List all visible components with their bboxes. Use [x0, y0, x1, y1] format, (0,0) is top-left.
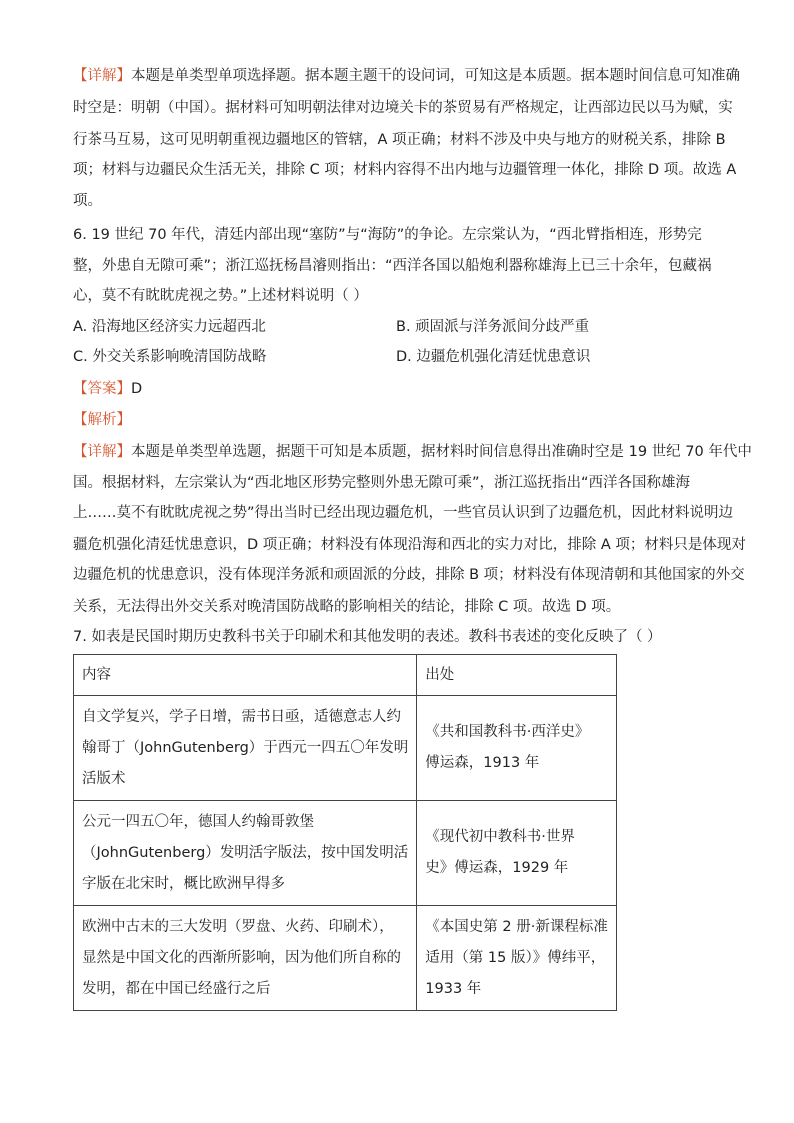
header-content: 内容 [74, 655, 417, 696]
prev-explanation-line-1: 【详解】本题是单类型单项选择题。据本题主题干的设问词，可知这是本质题。据本题时间信息可知准确 [73, 68, 740, 84]
q6-detail-line-4: 疆危机强化清廷忧患意识，D 项正确；材料没有体现沿海和西北的实力对比，排除 A 项；材料只是体现对 [73, 537, 746, 553]
detail-tag: 【详解】 [73, 68, 131, 84]
answer-value: D [131, 381, 143, 397]
q6-stem-line-3: 心，莫不有眈眈虎视之势。”上述材料说明（ ） [73, 288, 368, 304]
q6-detail-line-2: 国。根据材料，左宗棠认为“西北地区形势完整则外患无隙可乘”，浙江巡抚指出“西洋各国称雄海 [73, 475, 691, 491]
q6-analysis-heading [73, 410, 131, 430]
q6-detail-line-5: 边疆危机的忧患意识，没有体现洋务派和顽固派的分歧，排除 B 项；材料没有体现清朝和其他国家的外交 [73, 567, 745, 583]
prev-explanation-line-3: 行茶马互易，这可见明朝重视边疆地区的管辖，A 项正确；材料不涉及中央与地方的财税关系，排除 B [73, 132, 726, 148]
row3-content: 欧洲中古末的三大发明（罗盘、火药、印刷术）， 显然是中国文化的西渐所影响，因为他们所自称的 发明，都在中国已经盛行之后 [74, 906, 417, 1011]
q6-detail-line-3: 上……莫不有眈眈虎视之势”得出当时已经出现边疆危机，一些官员认识到了边疆危机，因此材料说明边 [73, 505, 734, 521]
textbook-table [73, 654, 617, 1011]
table-row [74, 696, 617, 801]
prev-explanation-line-5: 项。 [73, 193, 102, 209]
table-row [74, 906, 617, 1011]
row1-content: 自文学复兴，学子日增，需书日亟，适德意志人约 翰哥丁（JohnGutenberg）于西元一四五〇年发明 活版术 [74, 696, 417, 801]
q6-detail-line-6: 关系，无法得出外交关系对晚清国防战略的影响相关的结论，排除 C 项。故选 D 项。 [73, 599, 621, 615]
row1-source: 《共和国教科书·西洋史》 傅运森，1913 年 [417, 696, 617, 801]
q6-detail-line-1: 【详解】本题是单类型单选题，据题干可知是本质题，据材料时间信息得出准确时空是 19 世纪 70 年代中 [73, 444, 752, 460]
row3-source: 《本国史第 2 册·新课程标准 适用（第 15 版）》傅纬平， 1933 年 [417, 906, 617, 1011]
q6-option-b: B. 顽固派与洋务派间分歧严重 [396, 319, 590, 335]
prev-explanation-line-2: 时空是：明朝（中国）。据材料可知明朝法律对边境关卡的茶贸易有严格规定，让西部边民以马为赋，实 [73, 100, 733, 116]
prev-explanation-line-4: 项；材料与边疆民众生活无关，排除 C 项；材料内容得不出内地与边疆管理一体化，排除 D 项。故选 A [73, 162, 737, 178]
q6-answer [73, 379, 142, 399]
header-source: 出处 [417, 655, 617, 696]
row2-content: 公元一四五〇年，德国人约翰哥敦堡 （JohnGutenberg）发明活字版法，按中国发明活 字版在北宋时，概比欧洲早得多 [74, 801, 417, 906]
table-header-row [74, 655, 617, 696]
analysis-tag: 【解析】 [73, 412, 131, 428]
answer-tag: 【答案】 [73, 381, 131, 397]
q6-option-d: D. 边疆危机强化清廷忧患意识 [396, 349, 591, 365]
q7-stem: 7. 如表是民国时期历史教科书关于印刷术和其他发明的表述。教科书表述的变化反映了（ ） [73, 629, 662, 645]
q6-option-a: A. 沿海地区经济实力远超西北 [73, 319, 266, 335]
q6-stem-line-1: 6. 19 世纪 70 年代，清廷内部出现“塞防”与“海防”的争论。左宗棠认为，“西北臂指相连，形势完 [73, 227, 702, 243]
q6-stem-line-2: 整，外患自无隙可乘”；浙江巡抚杨昌濬则指出：“西洋各国以船炮利器称雄海上已三十余年，包藏祸 [73, 258, 712, 274]
table-row [74, 801, 617, 906]
detail-tag: 【详解】 [73, 444, 131, 460]
row2-source: 《现代初中教科书·世界 史》傅运森，1929 年 [417, 801, 617, 906]
q6-option-c: C. 外交关系影响晚清国防战略 [73, 349, 267, 365]
